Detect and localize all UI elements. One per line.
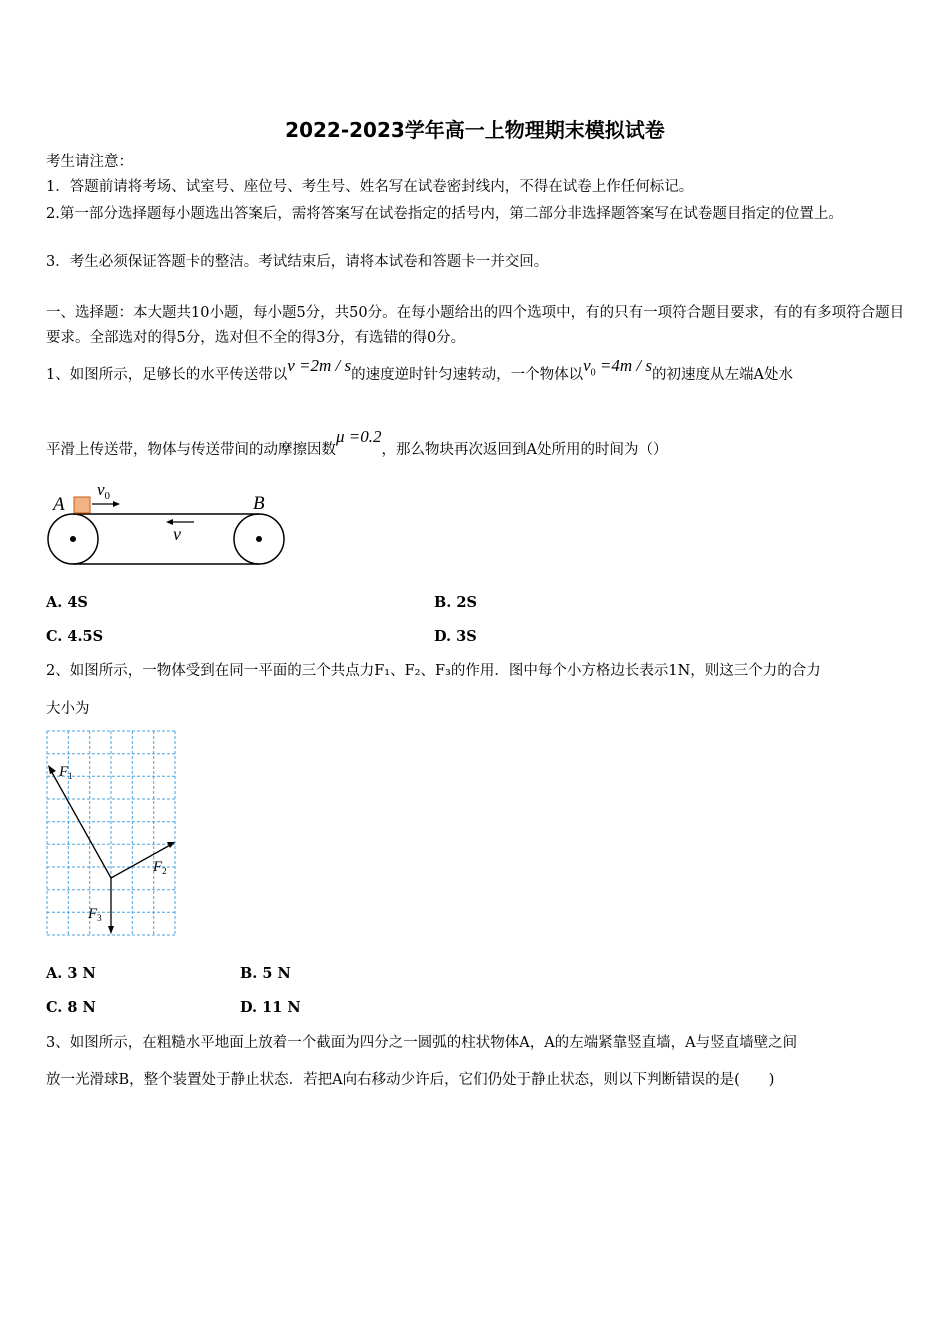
v-arrow-head [166, 519, 173, 525]
v0-arrow-head [113, 501, 120, 507]
label-f3: $F_3$ [88, 906, 102, 923]
f1-arrow-head [48, 765, 56, 774]
label-B: B [253, 493, 265, 514]
q1-math-v0: $v_0 =4m / s$ [583, 356, 653, 379]
f1-arrow [50, 769, 111, 878]
q2-option-b[interactable]: B. 5 N [240, 965, 291, 982]
notice-heading: 考生请注意： [46, 154, 133, 170]
block-object [74, 497, 90, 513]
section-intro: 一、选择题：本大题共10小题，每小题5分，共50分。在每小题给出的四个选项中，有的只有一项符合题目要求，有的有多项符合题目要求。全部选对的得5分，选对但不全的得3分，有选错的得0分。 [46, 305, 905, 346]
label-v: v [173, 524, 181, 544]
q2-option-d[interactable]: D. 11 N [240, 999, 301, 1016]
q1-option-d[interactable]: D. 3S [434, 628, 477, 645]
conveyor-belt-figure [40, 478, 300, 573]
page-title: 2022-2023学年高一上物理期末模拟试卷 [285, 118, 665, 142]
q1-text-a: 1、如图所示，足够长的水平传送带以 [46, 367, 288, 383]
q1-text-e: ，那么物块再次返回到A处所用的时间为（） [381, 442, 668, 458]
q1-option-a[interactable]: A. 4S [46, 594, 88, 611]
f3-arrow-head [108, 926, 114, 934]
label-A: A [53, 494, 65, 515]
left-pulley-axle [70, 536, 76, 542]
q2-option-c[interactable]: C. 8 N [46, 999, 96, 1016]
q2-line1: 2、如图所示，一物体受到在同一平面的三个共点力F₁、F₂、F₃的作用．图中每个小方格边长表示1N，则这三个力的合力 [46, 663, 821, 679]
label-v0: $v_0$ [97, 480, 111, 502]
q1-line2 [46, 427, 668, 460]
notice-item-1: 1．答题前请将考场、试室号、座位号、考生号、姓名写在试卷密封线内，不得在试卷上作任何标记。 [46, 179, 694, 195]
f2-arrow-head [167, 842, 175, 848]
notice-item-2: 2.第一部分选择题每小题选出答案后，需将答案写在试卷指定的括号内，第二部分非选择题答案写在试卷题目指定的位置上。 [46, 206, 843, 222]
label-f1: $F_1$ [59, 764, 73, 781]
q1-option-b[interactable]: B. 2S [434, 594, 477, 611]
label-f2: $F_2$ [153, 859, 167, 876]
force-grid-figure [44, 728, 180, 940]
q2-line2: 大小为 [46, 701, 90, 717]
notice-item-3: 3．考生必须保证答题卡的整洁。考试结束后，请将本试卷和答题卡一并交回。 [46, 254, 549, 270]
q1-math-v: v =2m / s [287, 356, 352, 375]
q1-line1 [46, 356, 793, 391]
q3-line1: 3、如图所示，在粗糙水平地面上放着一个截面为四分之一圆弧的柱状物体A，A的左端紧靠竖直墙，A与竖直墙壁之间 [46, 1035, 798, 1051]
q1-text-b: 的速度逆时针匀速转动，一个物体以 [351, 367, 584, 383]
q1-text-d: 平滑上传送带，物体与传送带间的动摩擦因数 [46, 442, 336, 458]
q1-math-mu: μ =0.2 [336, 427, 382, 446]
right-pulley-axle [256, 536, 262, 542]
q2-option-a[interactable]: A. 3 N [46, 965, 96, 982]
q1-text-c: 的初速度从左端A处水 [652, 367, 793, 383]
q1-option-c[interactable]: C. 4.5S [46, 628, 104, 645]
q3-line2: 放一光滑球B，整个装置处于静止状态．若把A向右移动少许后，它们仍处于静止状态，则以下判断错误的是( ) [46, 1072, 775, 1088]
